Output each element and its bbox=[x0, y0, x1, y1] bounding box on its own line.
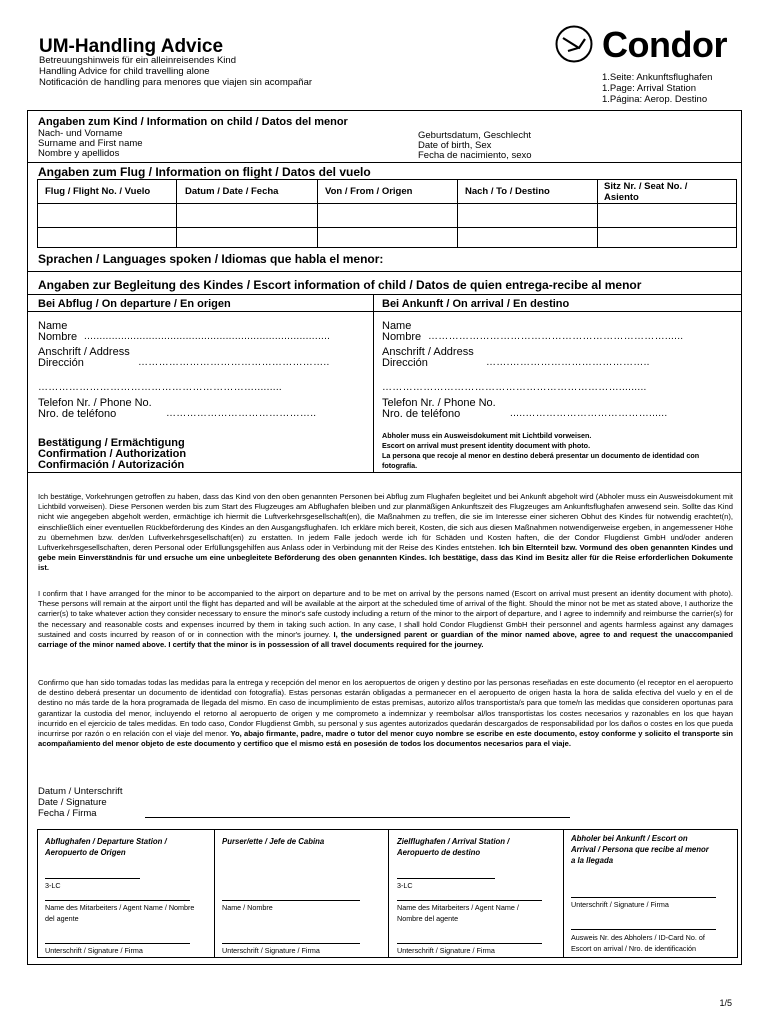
dep-agent-label-2: del agente bbox=[45, 914, 79, 923]
arr-address-field[interactable]: …….………………………………….. bbox=[486, 357, 650, 368]
child-name-label-es: Nombre y apellidos bbox=[38, 148, 120, 159]
arr-name-label: Name bbox=[382, 320, 412, 332]
child-birth-label-de: Geburtsdatum, Geschlecht bbox=[418, 130, 531, 141]
signature-label-de: Datum / Unterschrift bbox=[38, 786, 123, 797]
signature-line[interactable] bbox=[145, 817, 570, 818]
arr-agent-label: Name des Mitarbeiters / Agent Name / bbox=[397, 903, 519, 912]
dep-name-field[interactable]: ................................................................................ bbox=[84, 331, 331, 342]
dep-name-label: Name bbox=[38, 320, 68, 332]
dep-confirm-en: Confirmation / Authorization bbox=[38, 448, 187, 460]
languages-heading: Sprachen / Languages spoken / Idiomas que habla el menor: bbox=[38, 252, 384, 266]
escort-heading: Angaben zur Begleitung des Kindes / Escort information of child / Datos de quien entrega-recibe al menor bbox=[38, 278, 642, 292]
child-birth-label-es: Fecha de nacimiento, sexo bbox=[418, 150, 532, 161]
purser-sign-label: Unterschrift / Signature / Firma bbox=[222, 946, 320, 955]
arr-agent-field[interactable] bbox=[397, 900, 542, 901]
declaration-en: I confirm that I have arranged for the minor to be accompanied to the airport on departure and to be met on arrival by the persons named (Escort on arrival must present an identity document with photo). These persons will remain at the airport until the flight has departed and will be available at the airport at the scheduled time of arrival of the flight. Should the minor not be met as stated above, I authorize the carrier(s) to take whatever action they consider necessary to ensure the minor's safe custody including a return of the minor to the airport of departure, and I agree to indemnify and reimburse the carrier(s) for the necessary and reasonable costs and expenses incurred by them in taking such action. In any case, I shall hold Condor Flugdienst GmbH their personnel and agents harmless against any damages sustained and costs incurred by reason of or in connection with the minor's journey. I, the undersigned parent or guardian of the minor named above, agree to and request the unaccompanied carriage of the minor named above. I certify that the minor is in possession of all travel documents required for the journey. bbox=[38, 589, 733, 650]
form-title: UM-Handling Advice bbox=[39, 36, 224, 57]
condor-bird-icon bbox=[554, 24, 594, 64]
departure-station-title: Abflughafen / Departure Station / bbox=[45, 837, 167, 846]
escort-arrival-title-2: Arrival / Persona que recibe al menor bbox=[571, 845, 709, 854]
dep-address-label: Anschrift / Address bbox=[38, 346, 130, 358]
arrival-station-title-es: Aeropuerto de destino bbox=[397, 848, 481, 857]
arrival-heading: Bei Ankunft / On arrival / En destino bbox=[382, 298, 570, 310]
arr-address-field-2[interactable]: ……………………………………………………………......... bbox=[382, 382, 647, 393]
escort-arrival-title-3: a la llegada bbox=[571, 856, 614, 865]
col-seat: Sitz Nr. / Seat No. / bbox=[604, 181, 688, 192]
arr-id-note-de: Abholer muss ein Ausweisdokument mit Lichtbild vorweisen. bbox=[382, 431, 592, 440]
arr-sign-field[interactable] bbox=[397, 943, 542, 944]
subtitle-en: Handling Advice for child travelling alone bbox=[39, 66, 210, 77]
arr-name-field[interactable]: ……………………………………………………………...... bbox=[428, 331, 684, 342]
signature-label-en: Date / Signature bbox=[38, 797, 107, 808]
subtitle-es: Notificación de handling para menores que viajen sin acompañar bbox=[39, 77, 313, 88]
col-seat-es: Asiento bbox=[604, 192, 639, 203]
flight-section-heading: Angaben zum Flug / Information on flight / Datos del vuelo bbox=[38, 165, 371, 179]
col-from: Von / From / Origen bbox=[325, 186, 413, 197]
escort-sign-label: Unterschrift / Signature / Firma bbox=[571, 900, 669, 909]
arr-id-note-es: La persona que recoje al menor en destino deberá presentar un documento de identidad con bbox=[382, 451, 700, 460]
child-name-label-de: Nach- und Vorname bbox=[38, 128, 123, 139]
dep-lc-label: 3-LC bbox=[45, 881, 61, 890]
purser-name-field[interactable] bbox=[222, 900, 360, 901]
page-info-de: 1.Seite: Ankunftsflughafen bbox=[602, 72, 713, 83]
signature-label-es: Fecha / Firma bbox=[38, 808, 97, 819]
arr-lc-label: 3-LC bbox=[397, 881, 413, 890]
dep-direccion-label: Dirección bbox=[38, 357, 84, 369]
child-birth-label-en: Date of birth, Sex bbox=[418, 140, 492, 151]
declaration-es: Confirmo que han sido tomadas todas las medidas para la entrega y recepción del menor en los aeropuertos de origen y destino por las personas reseñadas en este documento (el receptor en el aeropuerto de destino deberá presentar un documento de identidad con fotografía). Estas personas estarán obligadas a permanecer en el aeropuerto de origen hasta la hora de salida efectiva del vuelo y en el de destino no más tarde de la hora programada de llegada del mismo. En caso de incumplimiento de estas premisas, autorizo al/los transportista/s para que tome/n las medidas que consideren oportunas para garantizar la custodia del menor, incluyendo el retorno al aeropuerto de origen y me comprometo a indemnizar y reembolsar al/los transportistas los costes necesarios y razonables en los que hayan incurrido en el ejercicio de tales medidas. En todo caso, Condor Flugdienst Gmbh, su personal y sus agentes autorizados quedarán descargados de responsabilidad por los daños o costes en los que pueda incurrirse por razón o en relación con el viaje del menor. Yo, abajo firmante, padre, madre o tutor del menor cuyo nombre se escribe en este documento, estoy conforme y solicito el transporte sin acompañamiento del menor objeto de este documento y certifico que el mismo está en posesión de todos los documentos necesarios para el viaje. bbox=[38, 678, 733, 749]
arr-agent-label-2: Nombre del agente bbox=[397, 914, 459, 923]
page-number: 1/5 bbox=[719, 998, 732, 1008]
dep-nombre-label: Nombre bbox=[38, 331, 78, 343]
arr-phone-label: Telefon Nr. / Phone No. bbox=[382, 397, 496, 409]
arr-id-note-en: Escort on arrival must present identity document with photo. bbox=[382, 441, 591, 450]
escort-id-field[interactable] bbox=[571, 929, 716, 930]
dep-confirm-es: Confirmación / Autorización bbox=[38, 459, 185, 471]
dep-sign-field[interactable] bbox=[45, 943, 190, 944]
dep-sign-label: Unterschrift / Signature / Firma bbox=[45, 946, 143, 955]
purser-sign-field[interactable] bbox=[222, 943, 360, 944]
arr-direccion-label: Dirección bbox=[382, 357, 428, 369]
dep-agent-label: Name des Mitarbeiters / Agent Name / Nombre bbox=[45, 903, 195, 912]
dep-address-field-2[interactable]: ………………………………………………………......... bbox=[38, 382, 283, 393]
declaration-en-bold: I, the undersigned parent or guardian of the minor named above, agree to and request the unaccompanied carriage of the minor named above. I certify that the minor is in possession of all travel documents required for the journey. bbox=[38, 629, 733, 650]
arr-sign-label: Unterschrift / Signature / Firma bbox=[397, 946, 495, 955]
arr-phone-es-label: Nro. de teléfono bbox=[382, 408, 461, 420]
child-section-heading: Angaben zum Kind / Information on child / Datos del menor bbox=[38, 116, 348, 128]
col-flight-no: Flug / Flight No. / Vuelo bbox=[45, 186, 151, 197]
escort-sign-field[interactable] bbox=[571, 897, 716, 898]
escort-id-label: Ausweis Nr. des Abholers / ID-Card No. of bbox=[571, 933, 705, 942]
dep-agent-field[interactable] bbox=[45, 900, 190, 901]
dep-address-field[interactable]: ……………………………………………….. bbox=[138, 357, 330, 368]
condor-logo bbox=[554, 24, 729, 64]
child-name-label-en: Surname and First name bbox=[38, 138, 143, 149]
page-info-en: 1.Page: Arrival Station bbox=[602, 83, 696, 94]
arr-phone-field[interactable]: .....………………………………...... bbox=[510, 408, 668, 419]
page-info-es: 1.Página: Aerop. Destino bbox=[602, 94, 708, 105]
departure-heading: Bei Abflug / On departure / En origen bbox=[38, 298, 231, 310]
declaration-de-bold: Ich bin Elternteil bzw. Vormund des oben genannten Kindes und gebe mein Einverständnis für und ersuche um eine unbegleitete Beförderung des oben genannten Kindes. Ich bestätige, dass das Kind im Besitz aller für die Reise erforderlichen Dokumente ist. bbox=[38, 543, 733, 573]
escort-arrival-title: Abholer bei Ankunft / Escort on bbox=[571, 834, 688, 843]
arr-nombre-label: Nombre bbox=[382, 331, 422, 343]
declaration-es-bold: Yo, abajo firmante, padre, madre o tutor del menor cuyo nombre se escribe en este documento, estoy conforme y solicito el transporte sin acompañamiento del menor objeto de este documento y certifico que el mismo está en posesión de todos los documentos necesarios para el viaje. bbox=[38, 729, 733, 749]
departure-station-title-es: Aeropuerto de Origen bbox=[45, 848, 126, 857]
arr-id-note-es-2: fotografía. bbox=[382, 461, 418, 470]
arrival-station-title: Zielflughafen / Arrival Station / bbox=[397, 837, 510, 846]
arr-lc-field[interactable] bbox=[397, 878, 495, 879]
purser-name-label: Name / Nombre bbox=[222, 903, 273, 912]
declaration-de: Ich bestätige, Vorkehrungen getroffen zu haben, dass das Kind von den oben genannten Personen bei Abflug zum Flughafen begleitet und bei Ankunft abgeholt wird (Abholer muss ein Ausweisdokument mit Lichtbild vorweisen). Diese Personen werden bis zum Start des Flugzeuges am Abflughafen bleiben und zur planmäßigen Ankunftszeit des Flugzeuges am Ankunftsflughafen anwesend sein. Sollte das Kind nicht wie angegeben abgeholt werden, ermächtige ich hiermit die Luftverkehrsgesellschaft(en), die Maßnahmen zu treffen, die sie im Interesse einer sicheren Obhut des Kindes für notwendig erachtet(n), einschließlich einer eventuellen Rückbeförderung des Kindes an den Ausgangsflughafen. Ich erkläre mich bereit, Kosten, die sich aus diesen Maßnahmen notwendigerweise ergeben, in angemessener Höhe zu übernehmen bzw. der/den Luftverkehrsgesellschaft(en) zu erstatten. In jedem Falle jedoch werde ich für Schäden und Kosten haften, die der Condor Flugdienst GmbH und/oder anderen Luftverkehrsgesellschaften, deren Personal oder Erfüllungsgehilfen aus Anlass oder in Verbindung mit der Reise des Kindes entstehen. Ich bin Elternteil bzw. Vormund des oben genannten Kindes und gebe mein Einverständnis für und ersuche um eine unbegleitete Beförderung des oben genannten Kindes. Ich bestätige, dass das Kind im Besitz aller für die Reise erforderlichen Dokumente ist. bbox=[38, 492, 733, 573]
brand-name: Condor bbox=[602, 24, 727, 65]
escort-id-label-2: Escort on arrival / Nro. de identificación bbox=[571, 944, 697, 953]
dep-lc-field[interactable] bbox=[45, 878, 140, 879]
subtitle-de: Betreuungshinweis für ein alleinreisendes Kind bbox=[39, 55, 236, 66]
purser-title: Purser/ette / Jefe de Cabina bbox=[222, 837, 325, 846]
dep-confirm-de: Bestätigung / Ermächtigung bbox=[38, 437, 185, 449]
dep-phone-field[interactable]: …………………………………….. bbox=[166, 408, 317, 419]
col-to: Nach / To / Destino bbox=[465, 186, 550, 197]
arr-address-label: Anschrift / Address bbox=[382, 346, 474, 358]
dep-phone-label: Telefon Nr. / Phone No. bbox=[38, 397, 152, 409]
dep-phone-es-label: Nro. de teléfono bbox=[38, 408, 117, 420]
col-date: Datum / Date / Fecha bbox=[185, 186, 279, 197]
